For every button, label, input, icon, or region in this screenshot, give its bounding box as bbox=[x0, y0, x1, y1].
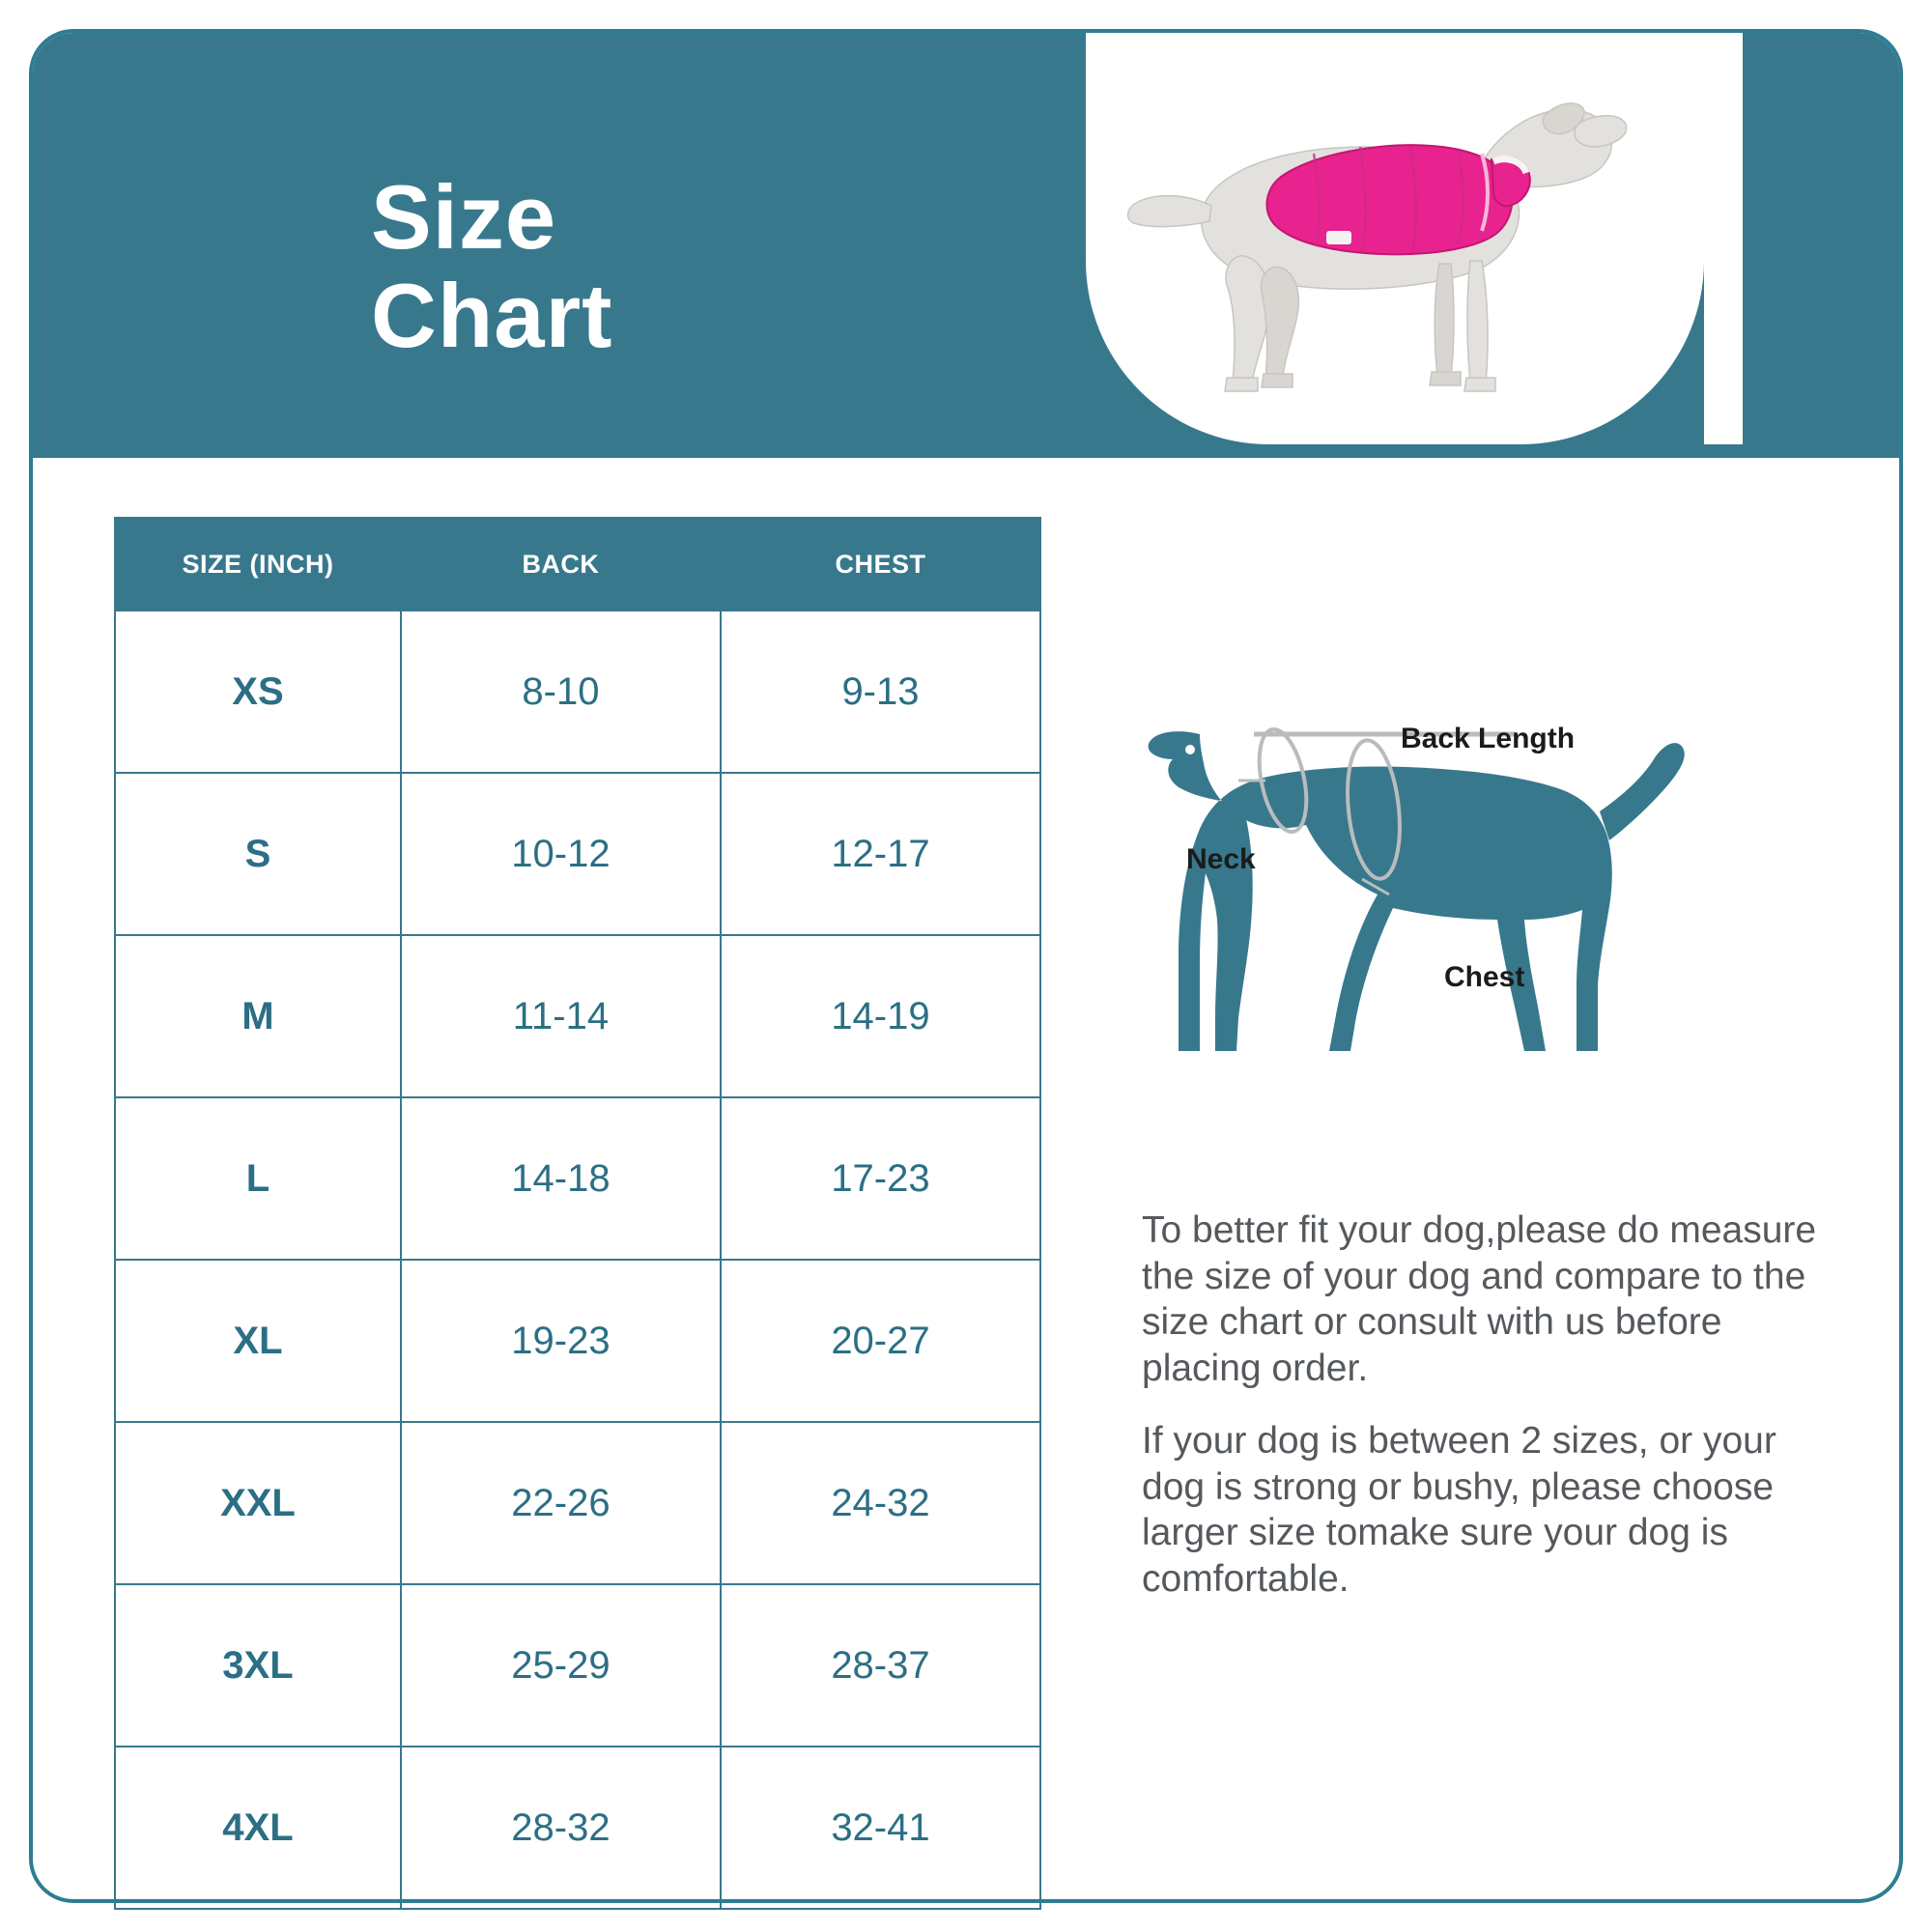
cell-size: XXL bbox=[115, 1422, 401, 1584]
product-photo-dog-in-jacket bbox=[1092, 53, 1633, 449]
cell-size: 4XL bbox=[115, 1747, 401, 1909]
column-header-chest: CHEST bbox=[721, 518, 1040, 611]
table-row bbox=[115, 1422, 1040, 1584]
cell-size: XL bbox=[115, 1260, 401, 1422]
table-row bbox=[115, 1584, 1040, 1747]
column-header-back: BACK bbox=[401, 518, 721, 611]
label-neck: Neck bbox=[1186, 843, 1256, 875]
cell-size: 3XL bbox=[115, 1584, 401, 1747]
cell-size: XS bbox=[115, 611, 401, 773]
cell-chest: 14-19 bbox=[721, 935, 1040, 1097]
page-title bbox=[371, 168, 989, 364]
page-title-line1: Size bbox=[371, 166, 557, 268]
cell-chest: 28-37 bbox=[721, 1584, 1040, 1747]
cell-back: 19-23 bbox=[401, 1260, 721, 1422]
cell-size: L bbox=[115, 1097, 401, 1260]
table-row bbox=[115, 1097, 1040, 1260]
table-row bbox=[115, 1747, 1040, 1909]
cell-back: 11-14 bbox=[401, 935, 721, 1097]
size-chart-table bbox=[114, 517, 1041, 1910]
cell-back: 25-29 bbox=[401, 1584, 721, 1747]
cell-size: M bbox=[115, 935, 401, 1097]
note-paragraph-2: If your dog is between 2 sizes, or your dog is strong or bushy, please choose larger size tomake sure your dog is comfortable. bbox=[1142, 1420, 1776, 1601]
table-row bbox=[115, 773, 1040, 935]
table-row bbox=[115, 611, 1040, 773]
label-chest: Chest bbox=[1444, 961, 1525, 993]
cell-chest: 12-17 bbox=[721, 773, 1040, 935]
cell-chest: 24-32 bbox=[721, 1422, 1040, 1584]
cell-chest: 17-23 bbox=[721, 1097, 1040, 1260]
note-paragraph-1: To better fit your dog,please do measure the size of your dog and compare to the size chart or consult with us before placing order. bbox=[1142, 1209, 1817, 1389]
label-back-length: Back Length bbox=[1401, 723, 1576, 754]
cell-size: S bbox=[115, 773, 401, 935]
cell-chest: 9-13 bbox=[721, 611, 1040, 773]
fitting-notes bbox=[1142, 1208, 1847, 1630]
cell-back: 28-32 bbox=[401, 1747, 721, 1909]
cell-chest: 32-41 bbox=[721, 1747, 1040, 1909]
table-row bbox=[115, 935, 1040, 1097]
cell-back: 8-10 bbox=[401, 611, 721, 773]
table-row bbox=[115, 1260, 1040, 1422]
table-header-row bbox=[115, 518, 1040, 611]
header-notch-right-fill bbox=[1704, 33, 1743, 444]
cell-back: 22-26 bbox=[401, 1422, 721, 1584]
page-title-line2: Chart bbox=[371, 264, 613, 366]
cell-back: 10-12 bbox=[401, 773, 721, 935]
cell-back: 14-18 bbox=[401, 1097, 721, 1260]
cell-chest: 20-27 bbox=[721, 1260, 1040, 1422]
column-header-size: SIZE (INCH) bbox=[115, 518, 401, 611]
